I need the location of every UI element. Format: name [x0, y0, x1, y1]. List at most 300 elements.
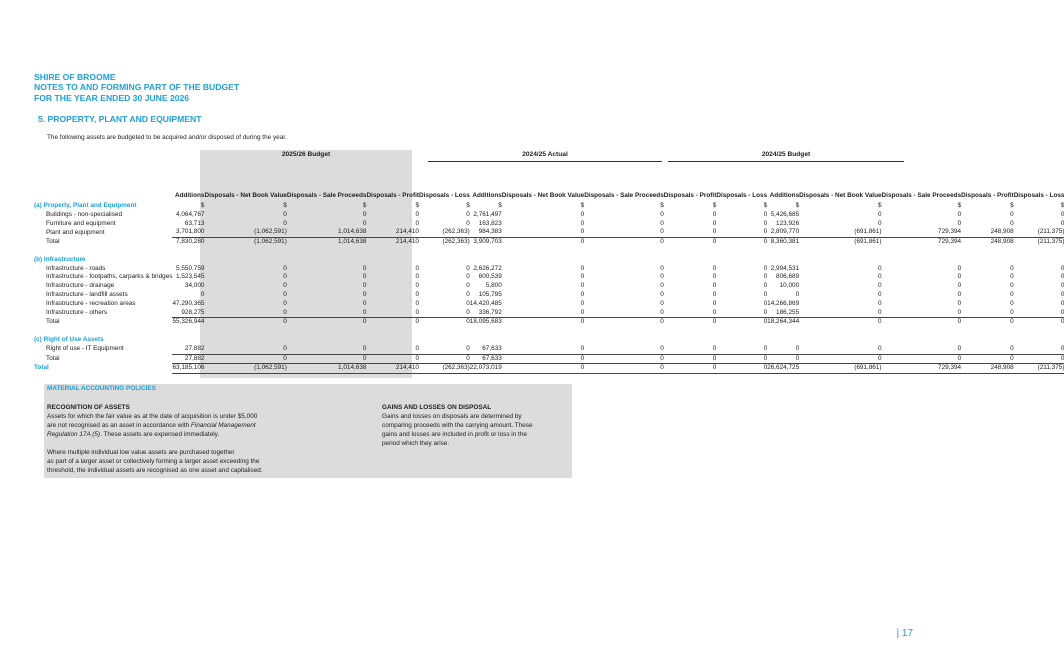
row-value: 0 [877, 344, 882, 352]
row-label: Right of use - IT Equipment [46, 345, 124, 352]
currency-symbol: $ [660, 202, 664, 209]
row-value: 0 [1060, 282, 1064, 290]
total-value: 8,360,381 [767, 238, 799, 247]
row-value: 0 [415, 273, 419, 281]
column-header: Disposals - Net Book Value [799, 192, 882, 200]
total-value: 0 [584, 238, 664, 247]
empty-cell [419, 256, 470, 265]
header-spacer [34, 166, 172, 202]
grand-total-value: 248,908 [961, 364, 1014, 374]
row-value: (691,861) [854, 228, 882, 236]
row-value: 0 [415, 264, 419, 272]
row-value: 600,539 [478, 273, 502, 281]
row-value: 0 [283, 210, 287, 218]
row-label: Infrastructure - footpaths, carparks & bridges [46, 273, 173, 281]
row-value: 0 [1010, 264, 1014, 272]
total-label: Total [46, 237, 60, 245]
table-row [34, 309, 1064, 318]
row-value: 0 [200, 290, 205, 298]
row-value: 0 [957, 282, 962, 290]
row-value: 806,689 [776, 273, 800, 281]
grand-total-value: (211,375) [1014, 364, 1064, 374]
grand-total-label: Total [34, 364, 49, 372]
row-value: 0 [415, 308, 419, 316]
total-value: 0 [584, 318, 664, 327]
row-value: 0 [763, 290, 768, 298]
row-value: 0 [795, 344, 800, 352]
column-header: Disposals - Loss [1013, 192, 1064, 200]
column-header: Disposals - Profit [366, 192, 419, 200]
recognition-line-1: Assets for which the fair value as at the date of acquisition is under $5,000 [47, 413, 258, 420]
row-value: 3,701,800 [176, 228, 205, 236]
row-value: 186,255 [776, 308, 800, 316]
row-label: Infrastructure - roads [46, 264, 106, 272]
row-value: 63,713 [184, 219, 205, 227]
row-value: 0 [660, 299, 664, 307]
recognition-line-4: Where multiple individual low value assets are purchased together [47, 449, 235, 456]
row-value: 0 [712, 282, 717, 290]
row-value: 4,064,767 [176, 210, 205, 218]
row-value: 0 [580, 299, 585, 307]
spacer-cell [34, 247, 1064, 256]
policies-title: MATERIAL ACCOUNTING POLICIES [47, 385, 156, 392]
empty-cell [664, 336, 717, 345]
total-value: 0 [882, 318, 962, 327]
row-value: 0 [1060, 273, 1064, 281]
total-value: 0 [1014, 318, 1064, 327]
currency-symbol: $ [580, 202, 585, 209]
row-value: 0 [877, 219, 882, 227]
row-value: 0 [712, 290, 717, 298]
row-value: 0 [877, 299, 882, 307]
row-value: 1,014,638 [338, 228, 367, 236]
section-title: (c) Right of Use Assets [34, 335, 104, 343]
row-value: 0 [415, 219, 419, 227]
row-value: 0 [415, 282, 419, 290]
row-value: 0 [763, 219, 768, 227]
section-title: 5. PROPERTY, PLANT AND EQUIPMENT [38, 114, 202, 124]
row-value: (211,375) [1037, 228, 1064, 236]
row-value: 0 [362, 264, 367, 272]
total-value: 248,908 [961, 238, 1014, 247]
row-value: 0 [1010, 299, 1014, 307]
column-header: Disposals - Loss [716, 192, 768, 200]
table-row [34, 220, 1064, 229]
recognition-line-3: Regulation 17A (5). These assets are expensed immediately. [47, 431, 220, 438]
group-header-2025-26-budget: 2025/26 Budget [281, 151, 331, 158]
currency-symbol: $ [957, 202, 962, 209]
gains-block [382, 403, 570, 448]
row-value: 0 [362, 308, 367, 316]
row-value: 14,420,485 [469, 299, 502, 307]
row-value: 336,792 [478, 308, 502, 316]
empty-cell [716, 336, 767, 345]
section-title-row [34, 256, 1064, 265]
row-value: 0 [1010, 273, 1014, 281]
row-value: 34,000 [184, 282, 205, 290]
row-value: 0 [283, 219, 287, 227]
empty-cell [470, 336, 502, 345]
row-value: 0 [283, 308, 287, 316]
empty-cell [961, 256, 1014, 265]
grand-total-value: 22,073,019 [470, 364, 502, 374]
column-header: Disposals - Profit [961, 192, 1014, 200]
currency-symbol: $ [498, 202, 502, 209]
row-value: 0 [580, 344, 585, 352]
empty-cell [502, 256, 584, 265]
column-header: Disposals - Loss [419, 192, 470, 200]
gains-line-3: gains and losses are included in profit or loss in the [382, 431, 527, 438]
regulation-ref-2: Regulation 17A (5) [47, 431, 101, 438]
empty-cell [767, 256, 799, 265]
row-value: 0 [957, 308, 962, 316]
total-value: 0 [716, 354, 767, 364]
row-value: 27,882 [184, 344, 205, 352]
currency-symbol: $ [1010, 202, 1014, 209]
empty-cell [767, 336, 799, 345]
row-value: 0 [957, 219, 962, 227]
section-total-row [34, 318, 1064, 327]
total-value: 0 [961, 318, 1014, 327]
total-value: 0 [584, 354, 664, 364]
row-value: 0 [712, 273, 717, 281]
empty-cell [287, 336, 367, 345]
empty-cell [882, 256, 962, 265]
row-value: 0 [580, 273, 585, 281]
row-value: 14,266,869 [767, 299, 800, 307]
row-value: 5,426,685 [770, 210, 800, 218]
total-value: 1,014,638 [287, 238, 367, 247]
row-value: 0 [1010, 344, 1014, 352]
row-value: 0 [712, 264, 717, 272]
empty-cell [716, 256, 767, 265]
column-header: Disposals - Sale Proceeds [286, 192, 367, 200]
row-label: Infrastructure - recreation areas [46, 299, 136, 307]
grand-total-value: 26,624,725 [767, 364, 799, 374]
row-value: 729,394 [938, 228, 962, 236]
total-label: Total [46, 354, 60, 362]
row-value: 0 [877, 308, 882, 316]
row-label: Furniture and equipment [46, 219, 116, 227]
total-value: 0 [502, 318, 584, 327]
table-row [34, 265, 1064, 274]
row-value: 0 [660, 210, 664, 218]
grand-total-value: 729,394 [882, 364, 962, 374]
row-value: 0 [415, 344, 419, 352]
row-value: 0 [362, 219, 367, 227]
currency-symbol: $ [415, 202, 419, 209]
org-name: SHIRE OF BROOME [34, 72, 116, 82]
total-value: 0 [961, 354, 1014, 364]
row-value: 0 [660, 344, 664, 352]
row-value: 0 [763, 210, 768, 218]
row-value: 0 [957, 273, 962, 281]
row-value: 0 [763, 308, 768, 316]
row-value: 0 [415, 290, 419, 298]
group-header-2024-25-budget: 2024/25 Budget [761, 151, 811, 158]
empty-cell [502, 336, 584, 345]
doc-title: NOTES TO AND FORMING PART OF THE BUDGET [34, 82, 240, 93]
row-value: 0 [660, 290, 664, 298]
row-value: 0 [415, 210, 419, 218]
gains-line-4: period which they arise. [382, 440, 450, 447]
row-value: 0 [362, 299, 367, 307]
total-value: 55,326,944 [172, 318, 205, 326]
row-label: Buildings - non-specialised [46, 210, 123, 218]
row-value: 0 [763, 273, 768, 281]
total-value: 0 [419, 318, 470, 327]
row-value: 984,383 [478, 228, 502, 236]
row-value: 0 [283, 282, 287, 290]
table-row [34, 273, 1064, 282]
row-value: 0 [466, 210, 470, 218]
empty-cell [204, 256, 286, 265]
row-value: 10,000 [779, 282, 800, 290]
empty-cell [172, 336, 204, 345]
row-value: 0 [580, 264, 585, 272]
row-value: 2,626,272 [473, 264, 502, 272]
row-value: 0 [1060, 308, 1064, 316]
row-value: 0 [580, 282, 585, 290]
currency-symbol: $ [763, 202, 768, 209]
total-value: 0 [366, 354, 419, 364]
recognition-line-6: threshold, the individual assets are recognised as one asset and capitalised. [47, 467, 263, 474]
row-value: 248,908 [990, 228, 1014, 236]
grand-total-value: 0 [664, 364, 717, 374]
row-value: 0 [877, 290, 882, 298]
row-value: 0 [712, 219, 717, 227]
row-label: Infrastructure - drainage [46, 282, 115, 290]
total-value: 0 [664, 354, 717, 364]
row-value: (262,363) [442, 228, 470, 236]
total-value: 0 [664, 318, 717, 327]
empty-cell [366, 336, 419, 345]
row-value: 105,795 [478, 290, 502, 298]
total-value: 67,633 [470, 354, 502, 364]
spacer-row [34, 327, 1064, 336]
row-value: 1,523,545 [176, 273, 205, 281]
row-value: 0 [957, 210, 962, 218]
row-value: 0 [763, 264, 768, 272]
empty-cell [1014, 336, 1064, 345]
row-value: 0 [1010, 290, 1014, 298]
row-value: 0 [466, 299, 470, 307]
section-total-row [34, 238, 1064, 247]
empty-cell [470, 256, 502, 265]
row-value: 0 [466, 290, 470, 298]
row-value: 0 [362, 282, 367, 290]
total-value: 0 [287, 318, 367, 327]
section-title-row [34, 202, 1064, 211]
row-value: 0 [877, 210, 882, 218]
total-value: 18,095,683 [469, 318, 502, 326]
row-value: 0 [362, 273, 367, 281]
total-value: 214,410 [366, 238, 419, 247]
row-value: 0 [580, 308, 585, 316]
row-value: 0 [283, 299, 287, 307]
page-number: | 17 [896, 628, 913, 639]
row-value: 47,290,365 [172, 299, 205, 307]
row-value: 0 [283, 344, 287, 352]
total-value: 0 [716, 318, 767, 327]
total-value: (211,375) [1014, 238, 1064, 247]
row-value: 0 [660, 273, 664, 281]
row-value: 0 [362, 210, 367, 218]
row-value: 0 [712, 228, 717, 236]
empty-cell [584, 256, 664, 265]
total-value: 0 [366, 318, 419, 327]
row-value: 5,800 [485, 282, 502, 290]
group-rule-2 [668, 161, 904, 162]
row-label: Infrastructure - landfill assets [46, 290, 128, 298]
gains-title: GAINS AND LOSSES ON DISPOSAL [382, 404, 492, 411]
column-header-row [34, 166, 1064, 202]
section-title: (b) Infrastructure [34, 255, 86, 263]
currency-symbol: $ [283, 202, 287, 209]
row-value: 0 [466, 273, 470, 281]
column-header: Disposals - Net Book Value [204, 192, 287, 200]
intro-text: The following assets are budgeted to be acquired and/or disposed of during the year. [47, 134, 287, 141]
total-value: 0 [1014, 354, 1064, 364]
row-value: 214,410 [395, 228, 419, 236]
total-value: 729,394 [882, 238, 962, 247]
row-value: 0 [466, 264, 470, 272]
grand-total-value: (262,363) [419, 364, 470, 374]
grand-total-value: 214,410 [366, 364, 419, 374]
row-value: 0 [466, 308, 470, 316]
spacer-cell [34, 327, 1064, 336]
total-value: 27,882 [172, 354, 204, 364]
grand-total-value: 0 [716, 364, 767, 374]
row-value: 0 [466, 219, 470, 227]
grand-total-value: 63,185,106 [172, 364, 204, 374]
recognition-line-5: as part of a larger asset or collectively forming a larger asset exceeding the [47, 458, 260, 465]
column-header: Additions [472, 192, 502, 200]
row-value: 0 [712, 344, 717, 352]
section-title: (a) Property, Plant and Equipment [34, 202, 137, 209]
column-header: Disposals - Profit [663, 192, 717, 200]
row-value: 0 [712, 210, 717, 218]
section-total-row [34, 354, 1064, 364]
total-value: 0 [664, 238, 717, 247]
table-row [34, 211, 1064, 220]
row-value: 0 [1060, 210, 1064, 218]
row-value: 0 [1060, 219, 1064, 227]
row-value: 0 [877, 282, 882, 290]
currency-symbol: $ [200, 202, 205, 209]
row-value: 5,550,759 [176, 264, 205, 272]
recognition-block [47, 403, 377, 475]
row-value: 0 [763, 282, 768, 290]
row-value: 163,823 [478, 219, 502, 227]
row-value: 0 [362, 290, 367, 298]
total-value: (262,363) [419, 238, 470, 247]
row-value: 0 [957, 299, 962, 307]
empty-cell [961, 336, 1014, 345]
empty-cell [584, 336, 664, 345]
row-value: 123,926 [776, 219, 800, 227]
empty-cell [366, 256, 419, 265]
empty-cell [419, 336, 470, 345]
row-value: 0 [415, 299, 419, 307]
row-value: 928,275 [181, 308, 205, 316]
total-value: 0 [799, 318, 881, 327]
total-value: 0 [767, 354, 799, 364]
row-value: 0 [1010, 210, 1014, 218]
row-value: 0 [763, 299, 768, 307]
row-value: 0 [580, 219, 585, 227]
empty-cell [799, 256, 881, 265]
table-row [34, 300, 1064, 309]
table-row [34, 282, 1064, 291]
grand-total-value: (1,062,591) [204, 364, 286, 374]
total-value: 0 [799, 354, 881, 364]
total-value: (1,062,591) [204, 238, 286, 247]
row-value: 0 [877, 273, 882, 281]
total-value: 0 [204, 318, 286, 327]
group-header-2024-25-actual: 2024/25 Actual [522, 151, 568, 158]
row-value: 0 [660, 264, 664, 272]
empty-cell [664, 256, 717, 265]
column-header: Additions [174, 192, 205, 200]
empty-cell [287, 256, 367, 265]
total-value: 0 [204, 354, 286, 364]
total-value: 0 [287, 354, 367, 364]
total-value: 0 [502, 238, 584, 247]
row-value: 0 [283, 273, 287, 281]
empty-cell [799, 336, 881, 345]
table-row [34, 291, 1064, 300]
table-row [34, 345, 1064, 354]
group-rule-1 [428, 161, 662, 162]
row-value: 0 [877, 264, 882, 272]
row-value: 0 [763, 228, 768, 236]
currency-symbol: $ [1060, 202, 1064, 209]
row-value: 0 [712, 308, 717, 316]
row-value: 0 [1060, 344, 1064, 352]
recognition-line-2: are not recognised as an asset in accordance with Financial Management [47, 422, 256, 429]
row-value: 0 [1010, 308, 1014, 316]
currency-symbol: $ [362, 202, 367, 209]
grand-total-row [34, 364, 1064, 374]
row-value: 0 [763, 344, 768, 352]
row-value: 0 [283, 264, 287, 272]
spacer-row [34, 247, 1064, 256]
gains-line-1: Gains and losses on disposals are determined by [382, 413, 522, 420]
row-value: 0 [660, 282, 664, 290]
total-value: 7,830,280 [172, 238, 204, 247]
empty-cell [172, 256, 204, 265]
empty-cell [204, 336, 286, 345]
column-header: Disposals - Sale Proceeds [881, 192, 962, 200]
row-value: 0 [580, 210, 585, 218]
gains-line-2: comparing proceeds with the carrying amount. These [382, 422, 533, 429]
total-value: 0 [882, 354, 962, 364]
row-value: 0 [580, 290, 585, 298]
empty-cell [882, 336, 962, 345]
total-value: (691,861) [799, 238, 881, 247]
currency-symbol: $ [712, 202, 717, 209]
currency-symbol: $ [795, 202, 800, 209]
grand-total-value: 0 [584, 364, 664, 374]
total-value: 0 [716, 238, 767, 247]
row-value: 0 [1060, 299, 1064, 307]
total-value: 0 [419, 354, 470, 364]
row-value: 0 [957, 344, 962, 352]
grand-total-value: (691,861) [799, 364, 881, 374]
currency-symbol: $ [877, 202, 882, 209]
row-value: 67,633 [482, 344, 502, 352]
